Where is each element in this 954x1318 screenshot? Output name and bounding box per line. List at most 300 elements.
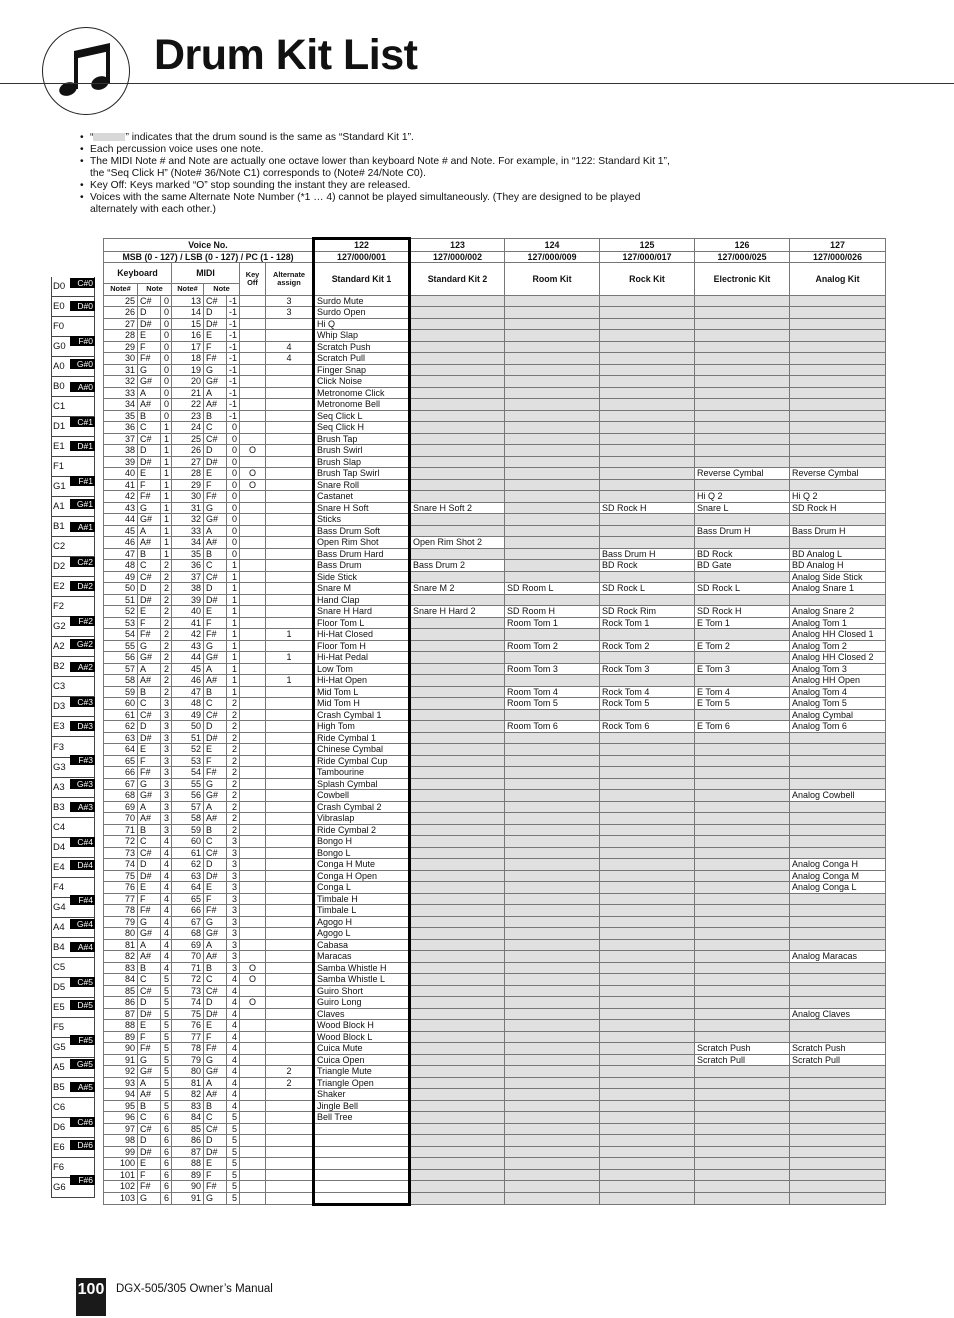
note-cell: 95 (104, 1100, 138, 1112)
table-row (104, 422, 886, 434)
kit-voice (790, 905, 886, 917)
black-key: G#5 (70, 1059, 95, 1069)
note-cell: 50 (172, 721, 204, 733)
note-cell (266, 318, 314, 330)
table-row (104, 399, 886, 411)
kit-voice (410, 1100, 505, 1112)
table-row (104, 1020, 886, 1032)
note-cell (240, 295, 266, 307)
note-cell (240, 548, 266, 560)
standard-kit-voice: Jingle Bell (314, 1100, 410, 1112)
note-cell: 82 (172, 1089, 204, 1101)
kit-voice (695, 744, 790, 756)
note-cell: E (138, 882, 161, 894)
note-cell: 15 (172, 318, 204, 330)
note-cell (266, 686, 314, 698)
kit-voice (600, 1008, 695, 1020)
note-cell: 83 (104, 962, 138, 974)
kit-voice (600, 847, 695, 859)
kit-voice (695, 1146, 790, 1158)
note-cell: 62 (172, 859, 204, 871)
note-cell (266, 974, 314, 986)
note-cell: 0 (227, 479, 240, 491)
standard-kit-voice: Wood Block L (314, 1031, 410, 1043)
table-row (104, 985, 886, 997)
kit-voice (695, 1020, 790, 1032)
note-cell: A# (204, 537, 227, 549)
table-row (104, 1169, 886, 1181)
note-cell (240, 767, 266, 779)
kit-voice (600, 341, 695, 353)
kit-voice (410, 1169, 505, 1181)
note-cell: 4 (227, 985, 240, 997)
standard-kit-voice: Maracas (314, 951, 410, 963)
kit-voice (505, 376, 600, 388)
kit-voice (695, 985, 790, 997)
note-cell: D (204, 307, 227, 319)
note-cell: 0 (227, 525, 240, 537)
note-item: • “ ” indicates that the drum sound is the same as “Standard Kit 1”. (80, 132, 680, 144)
standard-kit-voice: Click Noise (314, 376, 410, 388)
note-cell: 5 (227, 1192, 240, 1205)
note-cell: 37 (104, 433, 138, 445)
note-cell (240, 560, 266, 572)
kit-voice (410, 755, 505, 767)
note-cell (240, 951, 266, 963)
kit-voice: Snare H Hard 2 (410, 606, 505, 618)
note-cell: O (240, 997, 266, 1009)
note-cell (266, 1146, 314, 1158)
kit-voice (695, 537, 790, 549)
note-cell: A (138, 939, 161, 951)
note-cell: 5 (161, 1089, 172, 1101)
note-cell: 43 (104, 502, 138, 514)
kit-voice (790, 318, 886, 330)
kit-voice (695, 859, 790, 871)
note-cell (240, 1181, 266, 1193)
note-cell: D# (204, 1008, 227, 1020)
kit-voice (695, 594, 790, 606)
standard-kit-voice (314, 1158, 410, 1170)
note-cell (266, 916, 314, 928)
kit-voice (410, 1008, 505, 1020)
white-key: D6 (51, 1118, 95, 1138)
note-cell: 96 (104, 1112, 138, 1124)
note-cell: A# (138, 537, 161, 549)
kit-voice (410, 652, 505, 664)
kit-voice (505, 479, 600, 491)
note-cell: 60 (104, 698, 138, 710)
note-cell: F# (204, 1181, 227, 1193)
note-cell: 3 (161, 755, 172, 767)
white-key: B1 (51, 517, 95, 537)
black-key: A#2 (70, 662, 95, 672)
note-cell (240, 675, 266, 687)
table-row (104, 847, 886, 859)
kit-voice (505, 893, 600, 905)
msb-lsb-pc-header: MSB (0 - 127) / LSB (0 - 127) / PC (1 - 128) (104, 251, 314, 263)
table-row (104, 1089, 886, 1101)
note-cell: 42 (104, 491, 138, 503)
table-row (104, 1181, 886, 1193)
black-key: D#0 (70, 301, 95, 311)
table-row (104, 732, 886, 744)
note-cell: B (138, 1100, 161, 1112)
standard-kit-voice: Surdo Mute (314, 295, 410, 307)
kit-number: 127 (790, 239, 886, 252)
kit-voice: SD Rock L (600, 583, 695, 595)
note-cell: 37 (172, 571, 204, 583)
note-cell: 0 (161, 353, 172, 365)
table-row (104, 962, 886, 974)
kit-voice (410, 387, 505, 399)
note-cell: 0 (227, 468, 240, 480)
note-cell (240, 1020, 266, 1032)
black-key: A#4 (70, 942, 95, 952)
table-row (104, 364, 886, 376)
note-cell: G# (204, 790, 227, 802)
note-cell: F (138, 341, 161, 353)
standard-kit-voice: Surdo Open (314, 307, 410, 319)
note-cell: C (204, 422, 227, 434)
kit-voice (505, 709, 600, 721)
white-key: E0 (51, 297, 95, 317)
kit-voice (695, 433, 790, 445)
kit-voice (695, 1135, 790, 1147)
kit-code: 127/000/025 (695, 251, 790, 263)
note-cell: D (138, 583, 161, 595)
note-cell: E (138, 1020, 161, 1032)
kit-voice (695, 974, 790, 986)
kit-voice (505, 364, 600, 376)
black-key: F#6 (70, 1175, 95, 1185)
note-cell: D (138, 859, 161, 871)
table-row (104, 675, 886, 687)
white-key: B2 (51, 657, 95, 677)
note-cell (266, 893, 314, 905)
table-row (104, 560, 886, 572)
note-cell: 68 (104, 790, 138, 802)
note-cell: 3 (227, 928, 240, 940)
kit-voice (410, 318, 505, 330)
note-cell: A (204, 525, 227, 537)
note-cell (240, 353, 266, 365)
kit-name: Analog Kit (790, 263, 886, 296)
kit-voice (410, 1031, 505, 1043)
note-cell: 4 (161, 859, 172, 871)
note-cell: 2 (227, 778, 240, 790)
note-cell: 92 (104, 1066, 138, 1078)
note-cell: 4 (266, 353, 314, 365)
note-cell: G (204, 364, 227, 376)
voice-no-header: Voice No. (104, 239, 314, 252)
table-row (104, 307, 886, 319)
kit-voice (410, 1135, 505, 1147)
kit-voice (505, 928, 600, 940)
note-cell: 5 (161, 1054, 172, 1066)
note-cell (266, 698, 314, 710)
kit-voice (695, 870, 790, 882)
note-cell: C# (204, 571, 227, 583)
note-cell (240, 985, 266, 997)
kit-voice (410, 445, 505, 457)
note-cell: C# (138, 571, 161, 583)
white-key: C2 (51, 537, 95, 557)
note-cell: 38 (172, 583, 204, 595)
kit-voice (695, 962, 790, 974)
note-cell: F (204, 1031, 227, 1043)
standard-kit-voice: Timbale L (314, 905, 410, 917)
note-cell: 47 (172, 686, 204, 698)
kit-voice (505, 974, 600, 986)
note-cell: D (204, 997, 227, 1009)
note-cell (240, 709, 266, 721)
note-cell: E (204, 1158, 227, 1170)
standard-kit-voice (314, 1181, 410, 1193)
black-key: D#4 (70, 860, 95, 870)
kit-voice (410, 916, 505, 928)
kit-voice: SD Rock H (600, 502, 695, 514)
kit-voice (790, 1146, 886, 1158)
note-cell: C# (138, 985, 161, 997)
kit-voice (600, 399, 695, 411)
note-cell: B (138, 824, 161, 836)
note-cell: 1 (227, 652, 240, 664)
kit-voice (505, 629, 600, 641)
kit-code: 127/000/009 (505, 251, 600, 263)
note-cell: A (204, 663, 227, 675)
standard-kit-voice: Scratch Push (314, 341, 410, 353)
kit-voice (600, 1135, 695, 1147)
kit-voice (600, 571, 695, 583)
note-cell: 86 (104, 997, 138, 1009)
kit-voice (790, 399, 886, 411)
standard-kit-voice: Metronome Click (314, 387, 410, 399)
kit-voice (505, 502, 600, 514)
kit-voice (410, 468, 505, 480)
note-cell: F (204, 479, 227, 491)
note-cell: 5 (227, 1123, 240, 1135)
note-cell: 5 (227, 1169, 240, 1181)
note-cell: 65 (172, 893, 204, 905)
note-cell: 66 (172, 905, 204, 917)
table-row (104, 1112, 886, 1124)
note-cell: D# (138, 456, 161, 468)
black-key: F#5 (70, 1035, 95, 1045)
note-cell: 1 (227, 686, 240, 698)
note-cell: 4 (227, 1089, 240, 1101)
kit-voice (695, 318, 790, 330)
note-cell (240, 663, 266, 675)
standard-kit-voice: Snare M (314, 583, 410, 595)
kit-voice (410, 330, 505, 342)
keyboard-note-header: Note (138, 284, 172, 296)
note-cell: 32 (104, 376, 138, 388)
note-cell (266, 721, 314, 733)
standard-kit-voice: Bell Tree (314, 1112, 410, 1124)
kit-voice (410, 1020, 505, 1032)
note-cell: 0 (227, 422, 240, 434)
kit-voice (410, 675, 505, 687)
kit-voice: SD Room H (505, 606, 600, 618)
note-cell: 69 (104, 801, 138, 813)
note-cell: F (204, 1169, 227, 1181)
note-cell: C (138, 836, 161, 848)
kit-voice (600, 675, 695, 687)
kit-voice (695, 456, 790, 468)
kit-voice (410, 399, 505, 411)
kit-voice (600, 491, 695, 503)
note-cell: 4 (161, 836, 172, 848)
standard-kit-voice: Samba Whistle L (314, 974, 410, 986)
kit-voice (600, 1077, 695, 1089)
note-cell: B (138, 548, 161, 560)
note-item: • The MIDI Note # and Note are actually one octave lower than keyboard Note # and Note. For example, in “122: Standard Kit 1”, the “Seq Click H” (Note# 36/Note C1) corresponds to (Note# 24/Note C0). (80, 156, 680, 180)
standard-kit-voice: Chinese Cymbal (314, 744, 410, 756)
note-cell: F# (138, 767, 161, 779)
note-cell (240, 836, 266, 848)
kit-voice (410, 364, 505, 376)
note-cell (266, 525, 314, 537)
note-cell (240, 341, 266, 353)
kit-voice (790, 307, 886, 319)
kit-voice (790, 514, 886, 526)
white-key: D0 (51, 277, 95, 297)
kit-voice (790, 1181, 886, 1193)
note-cell: 5 (227, 1181, 240, 1193)
note-cell: 3 (227, 962, 240, 974)
note-cell (266, 456, 314, 468)
note-cell: 55 (172, 778, 204, 790)
note-cell: 79 (172, 1054, 204, 1066)
kit-voice (790, 1169, 886, 1181)
table-row (104, 686, 886, 698)
kit-voice (410, 491, 505, 503)
note-cell: 0 (161, 364, 172, 376)
note-cell: A# (204, 813, 227, 825)
table-row (104, 1158, 886, 1170)
note-cell: C (138, 422, 161, 434)
kit-voice (695, 445, 790, 457)
note-cell: 0 (161, 318, 172, 330)
note-cell: F# (138, 353, 161, 365)
note-cell: A# (138, 1089, 161, 1101)
kit-voice (505, 1043, 600, 1055)
kit-voice (695, 399, 790, 411)
table-row (104, 1077, 886, 1089)
note-cell: 26 (104, 307, 138, 319)
standard-kit-voice: Brush Tap Swirl (314, 468, 410, 480)
note-cell (266, 422, 314, 434)
note-cell (240, 640, 266, 652)
note-cell: 23 (172, 410, 204, 422)
kit-voice (410, 629, 505, 641)
table-row (104, 295, 886, 307)
kit-voice (410, 790, 505, 802)
note-cell: 3 (161, 801, 172, 813)
note-cell: C# (204, 295, 227, 307)
note-cell: C# (138, 1123, 161, 1135)
note-cell: D (204, 1135, 227, 1147)
standard-kit-voice: Brush Swirl (314, 445, 410, 457)
kit-voice (410, 525, 505, 537)
note-cell: D# (138, 318, 161, 330)
kit-voice: Analog HH Closed 1 (790, 629, 886, 641)
kit-voice: Room Tom 4 (505, 686, 600, 698)
note-cell: 81 (104, 939, 138, 951)
kit-voice (410, 1043, 505, 1055)
kit-voice (505, 295, 600, 307)
note-cell: 1 (161, 479, 172, 491)
note-cell: 86 (172, 1135, 204, 1147)
note-cell: 4 (227, 974, 240, 986)
note-cell: C# (204, 709, 227, 721)
kit-voice: BD Rock (695, 548, 790, 560)
note-cell: 1 (161, 433, 172, 445)
note-cell (266, 1008, 314, 1020)
kit-voice (505, 755, 600, 767)
note-cell: 4 (227, 1066, 240, 1078)
standard-kit-voice: Bongo L (314, 847, 410, 859)
table-row (104, 755, 886, 767)
note-cell: -1 (227, 330, 240, 342)
kit-voice (505, 997, 600, 1009)
standard-kit-voice: Wood Block H (314, 1020, 410, 1032)
note-cell (266, 468, 314, 480)
note-cell: E (204, 330, 227, 342)
note-cell: 36 (172, 560, 204, 572)
note-cell: 90 (172, 1181, 204, 1193)
note-cell: 0 (161, 295, 172, 307)
kit-voice (505, 732, 600, 744)
note-cell (266, 548, 314, 560)
note-cell: 22 (172, 399, 204, 411)
note-cell: F# (138, 1043, 161, 1055)
black-key: A#5 (70, 1082, 95, 1092)
note-cell: G# (138, 514, 161, 526)
note-cell: G (138, 1192, 161, 1205)
note-cell: F (204, 617, 227, 629)
note-cell: G# (138, 652, 161, 664)
kit-voice (505, 744, 600, 756)
note-cell: 6 (161, 1146, 172, 1158)
white-key: F6 (51, 1158, 95, 1178)
note-cell: G (138, 640, 161, 652)
kit-voice: Scratch Pull (695, 1054, 790, 1066)
note-cell (240, 686, 266, 698)
kit-voice: BD Gate (695, 560, 790, 572)
note-cell (240, 721, 266, 733)
midi-note-header: Note (204, 284, 240, 296)
note-cell: 59 (172, 824, 204, 836)
note-cell: 0 (227, 491, 240, 503)
kit-voice (695, 307, 790, 319)
kit-voice: BD Analog L (790, 548, 886, 560)
kit-voice: Room Tom 2 (505, 640, 600, 652)
kit-voice: Open Rim Shot 2 (410, 537, 505, 549)
standard-kit-voice: Bongo H (314, 836, 410, 848)
note-cell: 62 (104, 721, 138, 733)
note-cell: D# (204, 456, 227, 468)
standard-kit-voice: Conga L (314, 882, 410, 894)
kit-voice (790, 410, 886, 422)
kit-voice (790, 1089, 886, 1101)
table-row (104, 606, 886, 618)
note-cell: 52 (104, 606, 138, 618)
kit-voice: Analog Maracas (790, 951, 886, 963)
note-cell: 57 (104, 663, 138, 675)
black-key: A#0 (70, 382, 95, 392)
